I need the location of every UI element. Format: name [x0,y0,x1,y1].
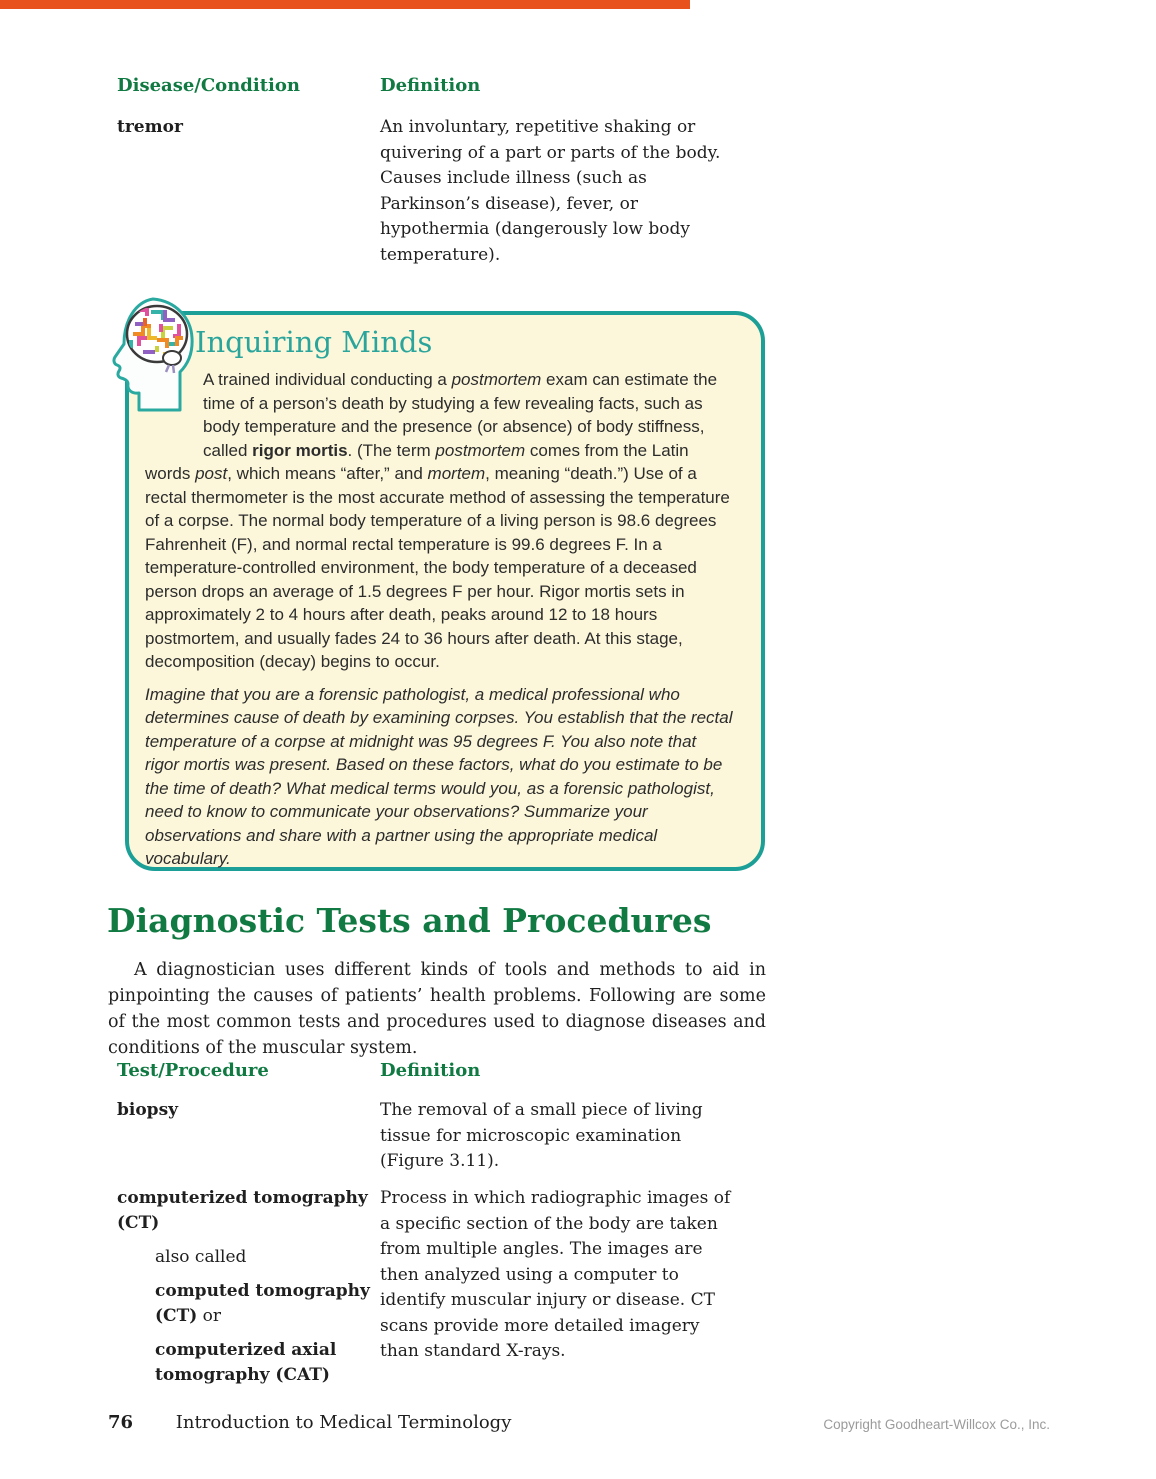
term-computerized-tomography: computerized tomography (CT) also called computed tomography (CT) or computerized axial tomography (CAT) [117,1188,370,1385]
column-header-disease-condition: Disease/Condition [117,75,300,96]
top-accent-bar [0,0,690,9]
term-tremor: tremor [117,117,183,137]
page-footer-left [108,1412,511,1433]
copyright-notice: Copyright Goodheart-Willcox Co., Inc. [823,1417,1050,1432]
inquiring-minds-box [125,311,765,871]
definition-tremor: An involuntary, repetitive shaking or quivering of a part or parts of the body. Causes include illness (such as Parkinson’s disease), fever, or hypothermia (dangerously low body temperature). [380,117,721,265]
inquiring-minds-intro: A trained individual conducting a postmortem exam can estimate the time of a person’s death by studying a few revealing facts, such as body temperature and the presence (or absence) of body stiffness, called rigor mortis. (The term postmortem comes from the Latin words post, which means “after,” and mortem, meaning “death.”) Use of a rectal thermometer is the most accurate method of assessing the temperature of a corpse. The normal body temperature of a living person is 98.6 degrees Fahrenheit (F), and normal rectal temperature is 99.6 degrees F. In a temperature-controlled environment, the body temperature of a deceased person drops an average of 1.5 degrees F per hour. Rigor mortis sets in approximately 2 to 4 hours after death, peaks around 12 to 18 hours postmortem, and usually fades 24 to 36 hours after death. At this stage, decomposition (decay) begins to occur. [145,370,730,671]
column-header-definition-2: Definition [380,1060,481,1081]
book-title: Introduction to Medical Terminology [175,1412,512,1433]
column-header-definition-1: Definition [380,75,481,96]
inquiring-minds-activity: Imagine that you are a forensic pathologist, a medical professional who determines cause of death by examining corpses. You establish that the rectal temperature of a corpse at midnight was 95 degrees F. You also note that rigor mortis was present. Based on these factors, what do you estimate to be the time of death? What medical terms would you, as a forensic pathologist, need to know to communicate your observations? Summarize your observations and share with a partner using the appropriate medical vocabulary. [145,684,733,868]
inquiring-minds-body [129,368,761,871]
inquiring-minds-title: Inquiring Minds [195,325,433,359]
section-heading: Diagnostic Tests and Procedures [107,901,712,940]
brain-head-icon [99,294,201,412]
page-number: 76 [108,1412,134,1433]
definition-computerized-tomography: Process in which radiographic images of a specific section of the body are taken from multiple angles. The images are then analyzed using a computer to identify muscular injury or disease. CT scans provide more detailed imagery than standard X-rays. [380,1188,731,1361]
term-biopsy: biopsy [117,1100,179,1120]
section-intro: A diagnostician uses different kinds of tools and methods to aid in pinpointing the causes of patients’ health problems. Following are some of the most common tests and procedures used to diagnose diseases and conditions of the muscular system. [108,960,766,1058]
column-header-test-procedure: Test/Procedure [117,1060,269,1081]
definition-biopsy: The removal of a small piece of living tissue for microscopic examination (Figure 3.11). [380,1100,703,1171]
